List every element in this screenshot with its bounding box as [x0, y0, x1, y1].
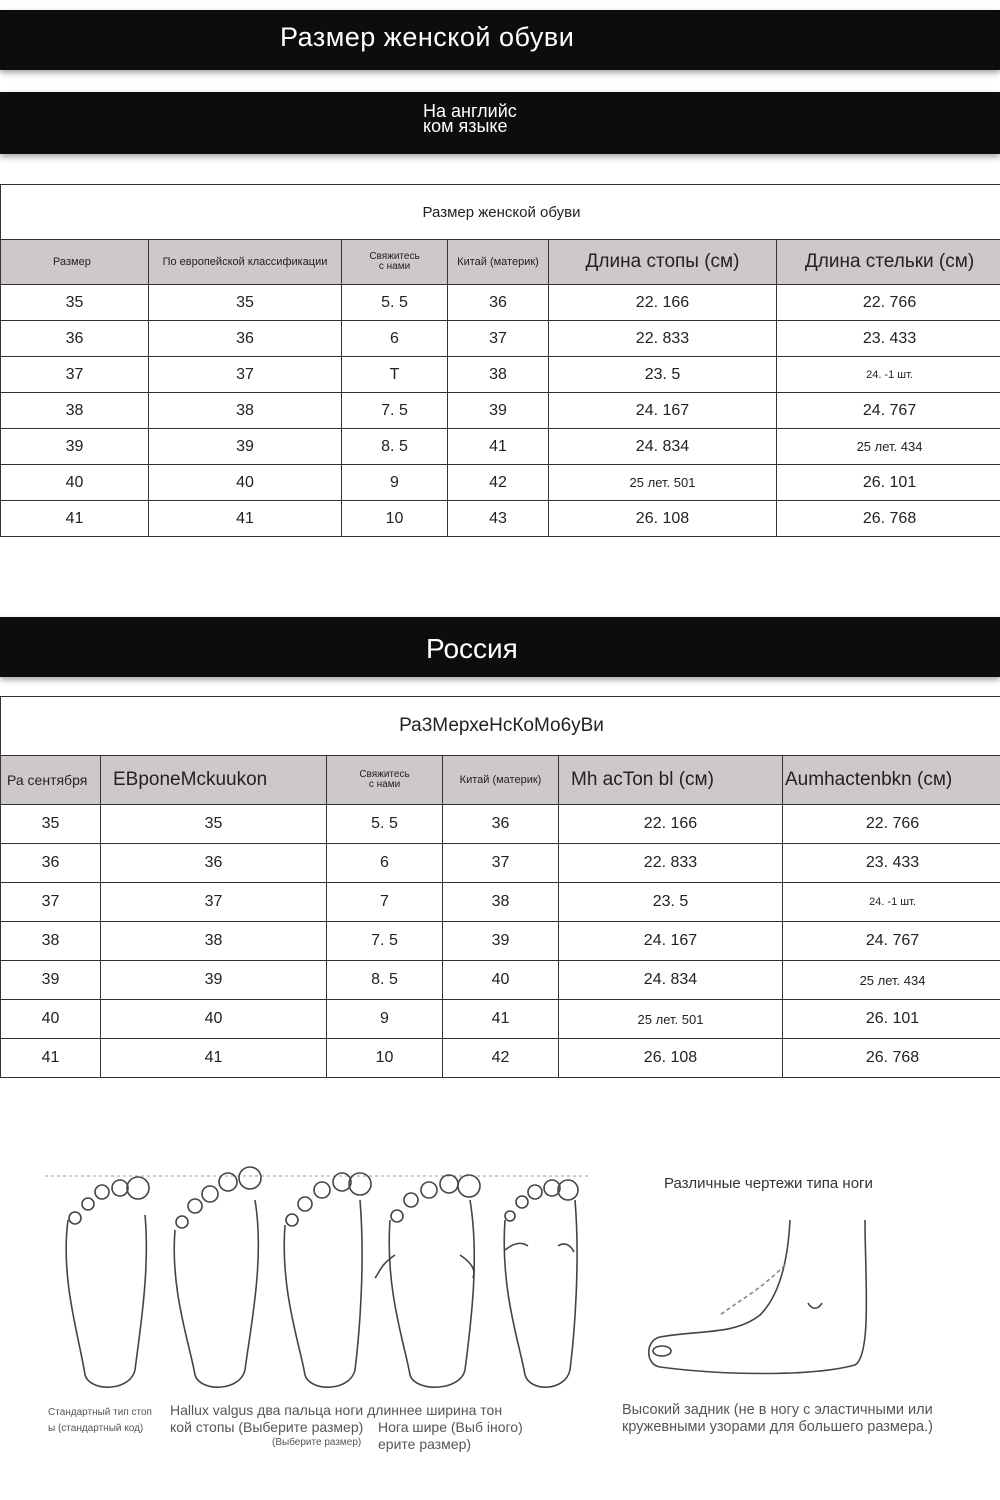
table-cell: 42 — [448, 465, 549, 501]
table-row — [1, 1039, 1000, 1078]
table-cell: 42 — [443, 1039, 559, 1078]
header-contact: Свяжитесь с нами — [327, 756, 443, 805]
table-cell: 36 — [101, 844, 327, 883]
table-row — [1, 844, 1000, 883]
table1-caption: Размер женской обуви — [1, 185, 1000, 240]
size-table-2 — [0, 696, 1000, 1078]
header-china: Китай (материк) — [443, 756, 559, 805]
table-cell: 10 — [342, 501, 448, 537]
table-cell: 8. 5 — [342, 429, 448, 465]
table-cell: 36 — [149, 321, 342, 357]
header-foot-length: Длина стопы (см) — [549, 240, 777, 285]
table-cell: 39 — [149, 429, 342, 465]
table-cell: 5. 5 — [342, 285, 448, 321]
high-instep-foot-illustration — [640, 1215, 880, 1380]
table-cell: 6 — [342, 321, 448, 357]
table-cell: 41 — [101, 1039, 327, 1078]
table-cell: 26. 768 — [783, 1039, 1000, 1078]
two-toe-foot-icon — [284, 1173, 371, 1387]
table-cell: 37 — [1, 357, 149, 393]
table-cell: 38 — [149, 393, 342, 429]
table-cell: 26. 101 — [783, 1000, 1000, 1039]
table-cell: 24. -1 шт. — [777, 357, 1000, 393]
table-row — [1, 1000, 1000, 1039]
table-cell: 38 — [101, 922, 327, 961]
table-cell: 23. 5 — [549, 357, 777, 393]
table-cell: 39 — [1, 429, 149, 465]
subtitle-line-2: ком языке — [423, 116, 508, 136]
table-row — [1, 805, 1000, 844]
table-cell: 24. 834 — [559, 961, 783, 1000]
table-cell: 23. 433 — [783, 844, 1000, 883]
table-row — [1, 922, 1000, 961]
table-cell: 43 — [448, 501, 549, 537]
table-row — [1, 357, 1000, 393]
table-cell: 41 — [149, 501, 342, 537]
table-cell: 37 — [149, 357, 342, 393]
section-bar — [0, 617, 1000, 677]
table-cell: 23. 433 — [777, 321, 1000, 357]
table-cell: 39 — [1, 961, 101, 1000]
table-row — [1, 961, 1000, 1000]
table-row — [1, 429, 1000, 465]
table-cell: 40 — [101, 1000, 327, 1039]
header-size: Ра сентября — [1, 756, 101, 805]
table-cell: 38 — [443, 883, 559, 922]
caption-wide: Нога шире (Выб іного) ерите размер) — [378, 1419, 523, 1452]
hallux-foot-icon — [174, 1167, 261, 1387]
table-cell: 22. 766 — [777, 285, 1000, 321]
table-cell: T — [342, 357, 448, 393]
table-cell: 24. 834 — [549, 429, 777, 465]
table-cell: 22. 766 — [783, 805, 1000, 844]
table-cell: 22. 833 — [559, 844, 783, 883]
table-row — [1, 285, 1000, 321]
table-cell: 24. -1 шт. — [783, 883, 1000, 922]
table-cell: 37 — [101, 883, 327, 922]
table-cell: 35 — [101, 805, 327, 844]
table-cell: 41 — [1, 1039, 101, 1078]
table-row — [1, 465, 1000, 501]
header-insole-length: Длина стельки (см) — [777, 240, 1000, 285]
header-eu: EBponeMckuukon — [101, 756, 327, 805]
table-cell: 26. 108 — [559, 1039, 783, 1078]
table1-header-row — [1, 240, 1000, 285]
subtitle-bar — [0, 92, 1000, 154]
table-cell: 7. 5 — [327, 922, 443, 961]
caption-hallux-small: (Выберите размер) — [272, 1437, 362, 1448]
table-cell: 35 — [1, 285, 149, 321]
table-cell: 35 — [1, 805, 101, 844]
wide-foot-icon — [375, 1175, 480, 1387]
table-cell: 7 — [327, 883, 443, 922]
subtitle-line-1: На английс — [423, 101, 517, 121]
table-cell: 6 — [327, 844, 443, 883]
table-cell: 9 — [342, 465, 448, 501]
table2-caption: Ра3МерхеНсКоМо6уВи — [1, 697, 1000, 756]
table-cell: 38 — [1, 922, 101, 961]
table-cell: 25 лет. 434 — [783, 961, 1000, 1000]
caption-standard: Стандартный тип стоп ы (стандартный код) — [48, 1407, 152, 1434]
table-cell: 10 — [327, 1039, 443, 1078]
table-cell: 38 — [1, 393, 149, 429]
table-cell: 41 — [443, 1000, 559, 1039]
table-row — [1, 883, 1000, 922]
table-cell: 36 — [448, 285, 549, 321]
table-cell: 40 — [149, 465, 342, 501]
table-cell: 24. 167 — [549, 393, 777, 429]
table-cell: 37 — [443, 844, 559, 883]
table-cell: 41 — [1, 501, 149, 537]
size-table-1 — [0, 184, 1000, 537]
header-insole-length: Aumhactenbkn (см) — [783, 756, 1000, 805]
table-cell: 26. 101 — [777, 465, 1000, 501]
table-cell: 35 — [149, 285, 342, 321]
table-cell: 39 — [448, 393, 549, 429]
table-cell: 24. 767 — [783, 922, 1000, 961]
table-cell: 38 — [448, 357, 549, 393]
table-cell: 36 — [1, 321, 149, 357]
table-cell: 36 — [1, 844, 101, 883]
page-title: Размер женской обуви — [280, 22, 575, 52]
table-cell: 7. 5 — [342, 393, 448, 429]
table-cell: 23. 5 — [559, 883, 783, 922]
table-cell: 41 — [448, 429, 549, 465]
subtitle — [423, 101, 563, 136]
table-cell: 26. 768 — [777, 501, 1000, 537]
caption-hallux: Hallux valgus два пальца ноги длиннее ширина тон кой стопы (Выберите размер) — [170, 1402, 503, 1435]
narrow-foot-icon — [504, 1180, 578, 1387]
table-row — [1, 393, 1000, 429]
table-row — [1, 321, 1000, 357]
table-cell: 37 — [1, 883, 101, 922]
table-cell: 40 — [1, 1000, 101, 1039]
table-row — [1, 501, 1000, 537]
table-cell: 40 — [1, 465, 149, 501]
title-bar — [0, 10, 1000, 70]
header-eu: По европейской классификации — [149, 240, 342, 285]
table2-header-row — [1, 756, 1000, 805]
foot-drawings-title: Различные чертежи типа ноги — [664, 1175, 873, 1192]
table-cell: 22. 833 — [549, 321, 777, 357]
table-cell: 25 лет. 434 — [777, 429, 1000, 465]
table-cell: 37 — [448, 321, 549, 357]
table-cell: 9 — [327, 1000, 443, 1039]
header-china: Китай (материк) — [448, 240, 549, 285]
table-cell: 5. 5 — [327, 805, 443, 844]
table-cell: 25 лет. 501 — [559, 1000, 783, 1039]
table-cell: 40 — [443, 961, 559, 1000]
header-foot-length: Mh acTon bl (см) — [559, 756, 783, 805]
table-cell: 22. 166 — [559, 805, 783, 844]
table-cell: 25 лет. 501 — [549, 465, 777, 501]
table-cell: 39 — [101, 961, 327, 1000]
header-size: Размер — [1, 240, 149, 285]
table-cell: 8. 5 — [327, 961, 443, 1000]
table-cell: 26. 108 — [549, 501, 777, 537]
standard-foot-icon — [66, 1177, 149, 1387]
table-cell: 36 — [443, 805, 559, 844]
foot-types-illustration — [40, 1160, 600, 1400]
header-contact: Свяжитесь с нами — [342, 240, 448, 285]
caption-high-instep: Высокий задник (не в ногу с эластичными или кружевными узорами для большего размера.) — [622, 1402, 933, 1435]
table-cell: 24. 767 — [777, 393, 1000, 429]
table-cell: 24. 167 — [559, 922, 783, 961]
table-cell: 39 — [443, 922, 559, 961]
table-cell: 22. 166 — [549, 285, 777, 321]
section-title: Россия — [426, 633, 518, 664]
